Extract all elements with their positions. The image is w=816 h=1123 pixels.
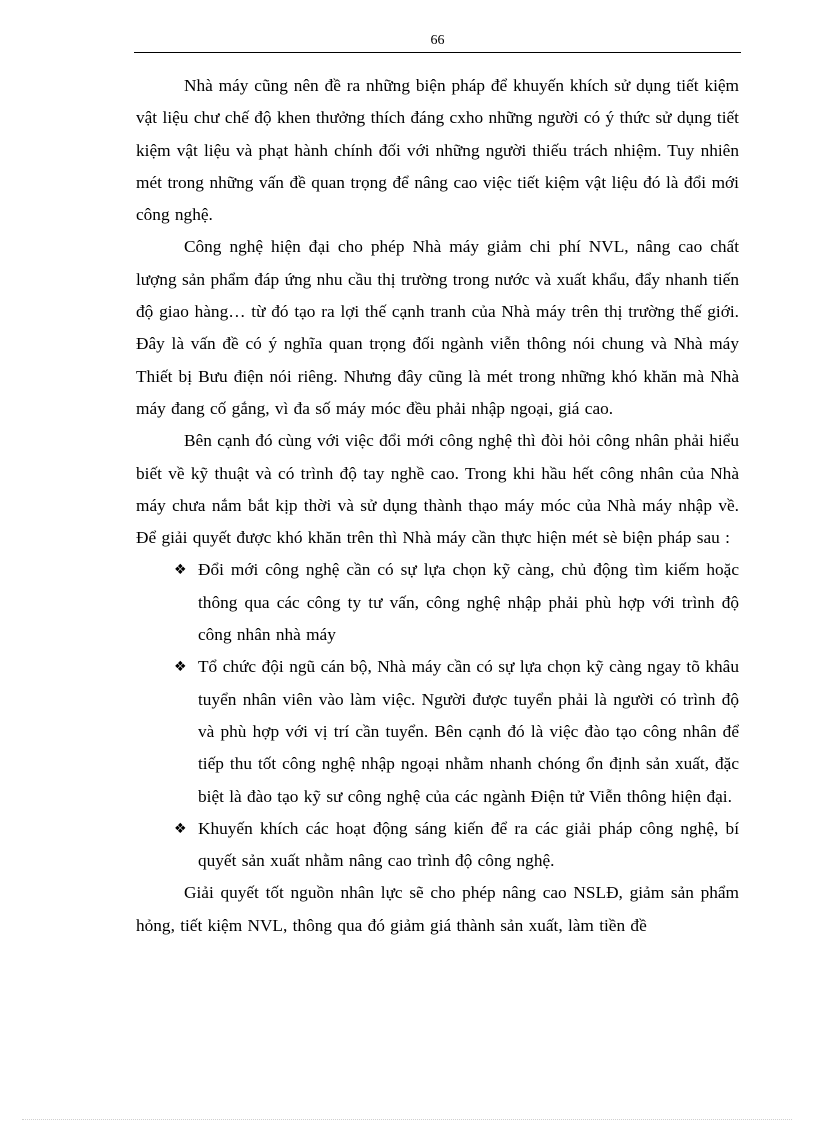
page-header bbox=[134, 34, 741, 53]
diamond-bullet-icon: ❖ bbox=[174, 659, 187, 676]
page-bottom-border bbox=[22, 1119, 792, 1120]
paragraph-3: Bên cạnh đó cùng với việc đổi mới công nghệ thì đòi hỏi công nhân phải hiểu biết về kỹ thuật và có trình độ tay nghề cao. Trong khi hầu hết công nhân của Nhà máy chưa nắm bắt kịp thời và sử dụng thành thạo máy móc của Nhà máy nhập về. Để giải quyết được khó khăn trên thì Nhà máy cần thực hiện mét sè biện pháp sau : bbox=[136, 431, 739, 548]
list-item-text: Tổ chức đội ngũ cán bộ, Nhà máy cần có sự lựa chọn kỹ càng ngay tõ khâu tuyển nhân viên vào làm việc. Người được tuyển phải là người có trình độ và phù hợp với vị trí cần tuyển. Bên cạnh đó là việc đào tạo công nhân để tiếp thu tốt công nghệ nhập ngoại nhằm nhanh chóng ổn định sản xuất, đặc biệt là đào tạo kỹ sư công nghệ của các ngành Điện tử Viễn thông hiện đại. bbox=[198, 657, 739, 806]
closing-paragraph: Giải quyết tốt nguồn nhân lực sẽ cho phép nâng cao NSLĐ, giảm sản phẩm hỏng, tiết kiệm NVL, thông qua đó giảm giá thành sản xuất, làm tiền đề bbox=[136, 883, 739, 935]
list-item-text: Đổi mới công nghệ cần có sự lựa chọn kỹ càng, chủ động tìm kiếm hoặc thông qua các công ty tư vấn, công nghệ nhập phải phù hợp với trình độ công nhân nhà máy bbox=[198, 560, 739, 645]
list-item bbox=[136, 554, 739, 651]
diamond-bullet-icon: ❖ bbox=[174, 562, 187, 579]
list-item-text: Khuyến khích các hoạt động sáng kiến để ra các giải pháp công nghệ, bí quyết sản xuất nhằm nâng cao trình độ công nghệ. bbox=[198, 818, 739, 871]
paragraph-1: Nhà máy cũng nên đề ra những biện pháp để khuyến khích sử dụng tiết kiệm vật liệu chư chế độ khen thưởng thích đáng cxho những người có ý thức sử dụng tiết kiệm vật liệu và phạt hành chính đối với những người thiếu trách nhiệm. Tuy nhiên mét trong những vấn đề quan trọng để nâng cao việc tiết kiệm vật liệu đó là đổi mới công nghệ. bbox=[136, 76, 739, 225]
list-item bbox=[136, 651, 739, 812]
diamond-bullet-icon: ❖ bbox=[174, 820, 187, 837]
list-item bbox=[136, 813, 739, 878]
measures-list bbox=[136, 554, 739, 877]
page-number: 66 bbox=[430, 33, 445, 48]
paragraph-2: Công nghệ hiện đại cho phép Nhà máy giảm chi phí NVL, nâng cao chất lượng sản phẩm đáp ứng nhu cầu thị trường trong nước và xuất khẩu, đẩy nhanh tiến độ giao hàng… từ đó tạo ra lợi thế cạnh tranh của Nhà máy trên thị trường thế giới. Đây là vấn đề có ý nghĩa quan trọng đối ngành viễn thông nói chung và Nhà máy Thiết bị Bưu điện nói riêng. Nhưng đây cũng là mét trong những khó khăn mà Nhà máy đang cố gắng, vì đa số máy móc đều phải nhập ngoại, giá cao. bbox=[136, 237, 739, 418]
document-body bbox=[136, 70, 739, 942]
